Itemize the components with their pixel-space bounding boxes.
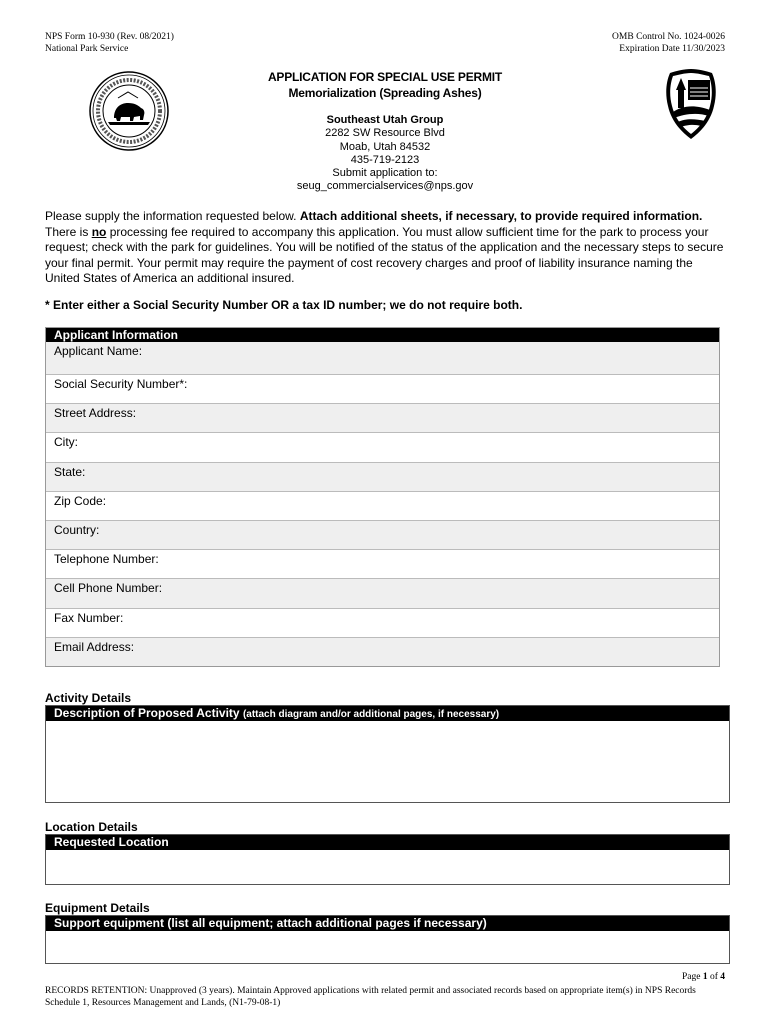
support-equipment-box xyxy=(45,915,730,964)
requested-location-box xyxy=(45,834,730,885)
zip-code-label: Zip Code: xyxy=(54,493,107,508)
cell-phone-number-field[interactable] xyxy=(46,578,719,607)
fax-number-field[interactable] xyxy=(46,608,719,637)
applicant-name-field[interactable] xyxy=(46,342,719,374)
street-address-label: Street Address: xyxy=(54,406,137,421)
intro-no-text: no xyxy=(91,224,107,239)
applicant-information-heading: Applicant Information xyxy=(46,328,719,342)
email-address-label: Email Address: xyxy=(54,639,135,654)
intro-text-3: processing fee required to accompany this application. You must allow sufficient time for the park to process your request; check with the park for guidelines. You will be notified of the status of the application and the necessary steps to secure your final permit. Your permit may require the payment of cost recovery charges and proof of liability insurance naming the United States of America an additional insured. xyxy=(45,224,724,285)
street-address-field[interactable] xyxy=(46,403,719,432)
intro-text-2: There is xyxy=(45,224,92,239)
applicant-name-label: Applicant Name: xyxy=(54,344,143,358)
expiration-date: Expiration Date 11/30/2023 xyxy=(619,44,725,54)
equipment-details-title: Equipment Details xyxy=(45,901,150,915)
page-total: 4 xyxy=(720,972,725,982)
page-of: of xyxy=(707,972,721,982)
ssn-label: Social Security Number*: xyxy=(54,377,188,391)
support-equipment-heading: Support equipment (list all equipment; attach additional pages if necessary) xyxy=(46,916,729,931)
activity-heading-note: (attach diagram and/or additional pages, if necessary) xyxy=(242,709,500,720)
page-subtitle: Memorialization (Spreading Ashes) xyxy=(288,86,482,100)
country-label: Country: xyxy=(54,522,100,537)
state-field[interactable] xyxy=(46,462,719,491)
form-header-right xyxy=(612,31,725,55)
cell-phone-number-label: Cell Phone Number: xyxy=(54,581,163,596)
ssn-note: * Enter either a Social Security Number OR a tax ID number; we do not require both. xyxy=(45,298,523,312)
activity-description-input[interactable] xyxy=(46,721,729,802)
requested-location-input[interactable] xyxy=(46,850,729,884)
form-number: NPS Form 10-930 (Rev. 08/2021) xyxy=(45,32,174,42)
page-current: 1 xyxy=(702,972,708,982)
activity-description-heading xyxy=(46,706,729,721)
page-title: APPLICATION FOR SPECIAL USE PERMIT xyxy=(267,70,503,84)
city-label: City: xyxy=(54,435,78,450)
ssn-field[interactable] xyxy=(46,374,719,403)
agency-name: National Park Service xyxy=(45,44,129,54)
applicant-information-section xyxy=(45,327,720,667)
email-address-field[interactable] xyxy=(46,637,719,666)
zip-code-field[interactable] xyxy=(46,491,719,520)
requested-location-heading: Requested Location xyxy=(46,835,729,850)
office-phone: 435-719-2123 xyxy=(350,153,420,166)
office-city: Moab, Utah 84532 xyxy=(339,140,431,153)
page-number xyxy=(682,972,725,982)
country-field[interactable] xyxy=(46,520,719,549)
support-equipment-input[interactable] xyxy=(46,931,729,963)
page-prefix: Page xyxy=(681,972,703,982)
location-details-title: Location Details xyxy=(45,820,138,834)
office-address xyxy=(0,114,770,194)
intro-text-1: Please supply the information requested below. xyxy=(45,209,300,223)
telephone-number-field[interactable] xyxy=(46,549,719,578)
title-block xyxy=(0,70,770,194)
office-street: 2282 SW Resource Blvd xyxy=(325,127,445,140)
city-field[interactable] xyxy=(46,432,719,461)
intro-paragraph xyxy=(45,209,725,287)
activity-details-title: Activity Details xyxy=(45,691,132,705)
omb-control-number: OMB Control No. 1024-0026 xyxy=(612,32,725,42)
state-label: State: xyxy=(54,464,86,479)
form-header-left xyxy=(45,31,174,55)
office-email: seug_commercialservices@nps.gov xyxy=(296,180,474,193)
activity-heading-text: Description of Proposed Activity xyxy=(54,706,240,720)
fax-number-label: Fax Number: xyxy=(54,610,124,625)
submit-label: Submit application to: xyxy=(332,167,438,180)
telephone-number-label: Telephone Number: xyxy=(54,552,159,567)
records-retention-note: RECORDS RETENTION: Unapproved (3 years). Maintain Approved applications with related permit and associated records based on appropriate item(s) in NPS Records Schedule 1, Resources Management and Lands, (N1-79-08-1) xyxy=(45,986,696,1008)
activity-description-box xyxy=(45,705,730,803)
office-name: Southeast Utah Group xyxy=(326,114,444,126)
intro-bold-text: Attach additional sheets, if necessary, to provide required information. xyxy=(299,209,703,223)
